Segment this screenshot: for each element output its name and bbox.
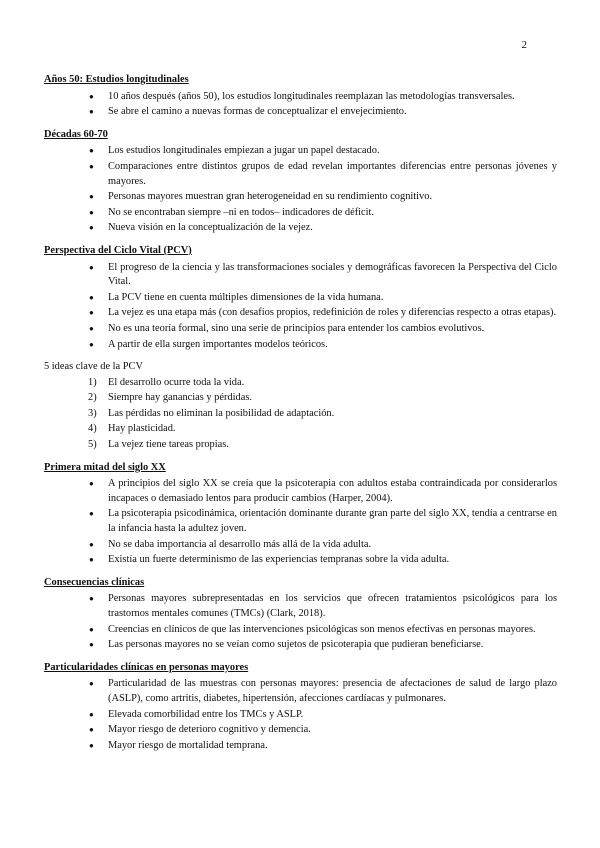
bullet-item: ● A principios del siglo XX se creía que la psicoterapia con adultos estaba contraindicada por considerarlos incapaces o demasiado lentos para producir cambios (Harper, 2004). — [44, 477, 557, 506]
item-text: El desarrollo ocurre toda la vida. — [108, 376, 245, 388]
item-text: La vejez tiene tareas propias. — [108, 439, 229, 451]
item-text: Hay plasticidad. — [108, 423, 176, 435]
section-particularidades-clinicas — [44, 661, 557, 754]
bullet-item: ● Los estudios longitudinales empiezan a jugar un papel destacado. — [44, 144, 557, 159]
bullet-item: ● Personas mayores subrepresentadas en los servicios que ofrecen tratamientos psicológicos para los trastornos mentales comunes (TMCs) (Clark, 2018). — [44, 592, 557, 621]
bullet-item: ● Mayor riesgo de deterioro cognitivo y demencia. — [44, 723, 557, 738]
bullet-item: ● El progreso de la ciencia y las transformaciones sociales y demográficas favorecen la Perspectiva del Ciclo Vital. — [44, 261, 557, 290]
bullet-list — [44, 144, 557, 236]
section-anos-50 — [44, 73, 557, 120]
item-text: Siempre hay ganancias y pérdidas. — [108, 392, 252, 404]
section-consecuencias-clinicas — [44, 576, 557, 653]
section-heading: Perspectiva del Ciclo Vital (PCV) — [44, 244, 192, 256]
bullet-item: ● Creencias en clínicos de que las intervenciones psicológicas son menos efectivas en personas mayores. — [44, 623, 557, 638]
numbered-item — [44, 391, 557, 406]
bullet-item: ● No se daba importancia al desarrollo más allá de la vida adulta. — [44, 538, 557, 553]
bullet-item: ● Comparaciones entre distintos grupos de edad revelan importantes diferencias entre personas jóvenes y mayores. — [44, 160, 557, 189]
item-number: 1) — [88, 376, 97, 388]
section-heading: Primera mitad del siglo XX — [44, 461, 166, 473]
section-pcv — [44, 244, 557, 352]
bullet-item: ● Personas mayores muestran gran heterogeneidad en su rendimiento cognitivo. — [44, 190, 557, 205]
bullet-item: ● No es una teoría formal, sino una serie de principios para entender los cambios evolutivos. — [44, 322, 557, 337]
bullet-item: ● La PCV tiene en cuenta múltiples dimensiones de la vida humana. — [44, 291, 557, 306]
bullet-list — [44, 592, 557, 652]
section-pcv-ideas — [44, 360, 557, 453]
bullet-list — [44, 261, 557, 353]
numbered-item — [44, 422, 557, 437]
numbered-item — [44, 438, 557, 453]
item-number: 3) — [88, 407, 97, 419]
bullet-item: ● Elevada comorbilidad entre los TMCs y ASLP. — [44, 708, 557, 723]
numbered-item — [44, 376, 557, 391]
section-heading: Años 50: Estudios longitudinales — [44, 74, 189, 85]
ideas-intro: 5 ideas clave de la PCV — [44, 361, 143, 373]
bullet-item: ● A partir de ella surgen importantes modelos teóricos. — [44, 338, 557, 353]
bullet-item: ● No se encontraban siempre –ni en todos– indicadores de déficit. — [44, 206, 557, 221]
bullet-item: ● Se abre el camino a nuevas formas de conceptualizar el envejecimiento. — [44, 105, 557, 120]
item-text: Las pérdidas no eliminan la posibilidad de adaptación. — [108, 407, 335, 419]
bullet-list — [44, 477, 557, 568]
bullet-item: ● 10 años después (años 50), los estudios longitudinales reemplazan las metodologías transversales. — [44, 90, 557, 105]
numbered-list — [44, 376, 557, 453]
section-decadas-60-70 — [44, 128, 557, 236]
section-heading: Consecuencias clínicas — [44, 576, 145, 588]
bullet-item: ● Particularidad de las muestras con personas mayores: presencia de afectaciones de salud de largo plazo (ASLP), como artritis, diabetes, hipertensión, afecciones cardíacas y pulmonares. — [44, 677, 557, 706]
section-primera-mitad-siglo-xx — [44, 461, 557, 568]
bullet-item: ● La psicoterapia psicodinámica, orientación dominante durante gran parte del siglo XX, tendía a centrarse en la infancia hasta la adultez joven. — [44, 507, 557, 536]
section-heading: Particularidades clínicas en personas mayores — [44, 661, 249, 673]
bullet-item: ● Las personas mayores no se veían como sujetos de psicoterapia que pudieran beneficiarse. — [44, 638, 557, 653]
bullet-item: ● La vejez es una etapa más (con desafíos propios, redefinición de roles y diferencias respecto a otras etapas). — [44, 306, 557, 321]
bullet-item: ● Existía un fuerte determinismo de las experiencias tempranas sobre la vida adulta. — [44, 553, 557, 568]
bullet-list — [44, 90, 557, 120]
section-heading: Décadas 60-70 — [44, 128, 108, 140]
bullet-item: ● Mayor riesgo de mortalidad temprana. — [44, 739, 557, 754]
item-number: 2) — [88, 392, 97, 404]
numbered-item — [44, 407, 557, 422]
bullet-list — [44, 677, 557, 753]
item-number: 4) — [88, 423, 97, 435]
bullet-item: ● Nueva visión en la conceptualización de la vejez. — [44, 221, 557, 236]
page-number: 2 — [521, 39, 527, 51]
item-number: 5) — [88, 439, 97, 451]
document-body — [44, 73, 557, 761]
